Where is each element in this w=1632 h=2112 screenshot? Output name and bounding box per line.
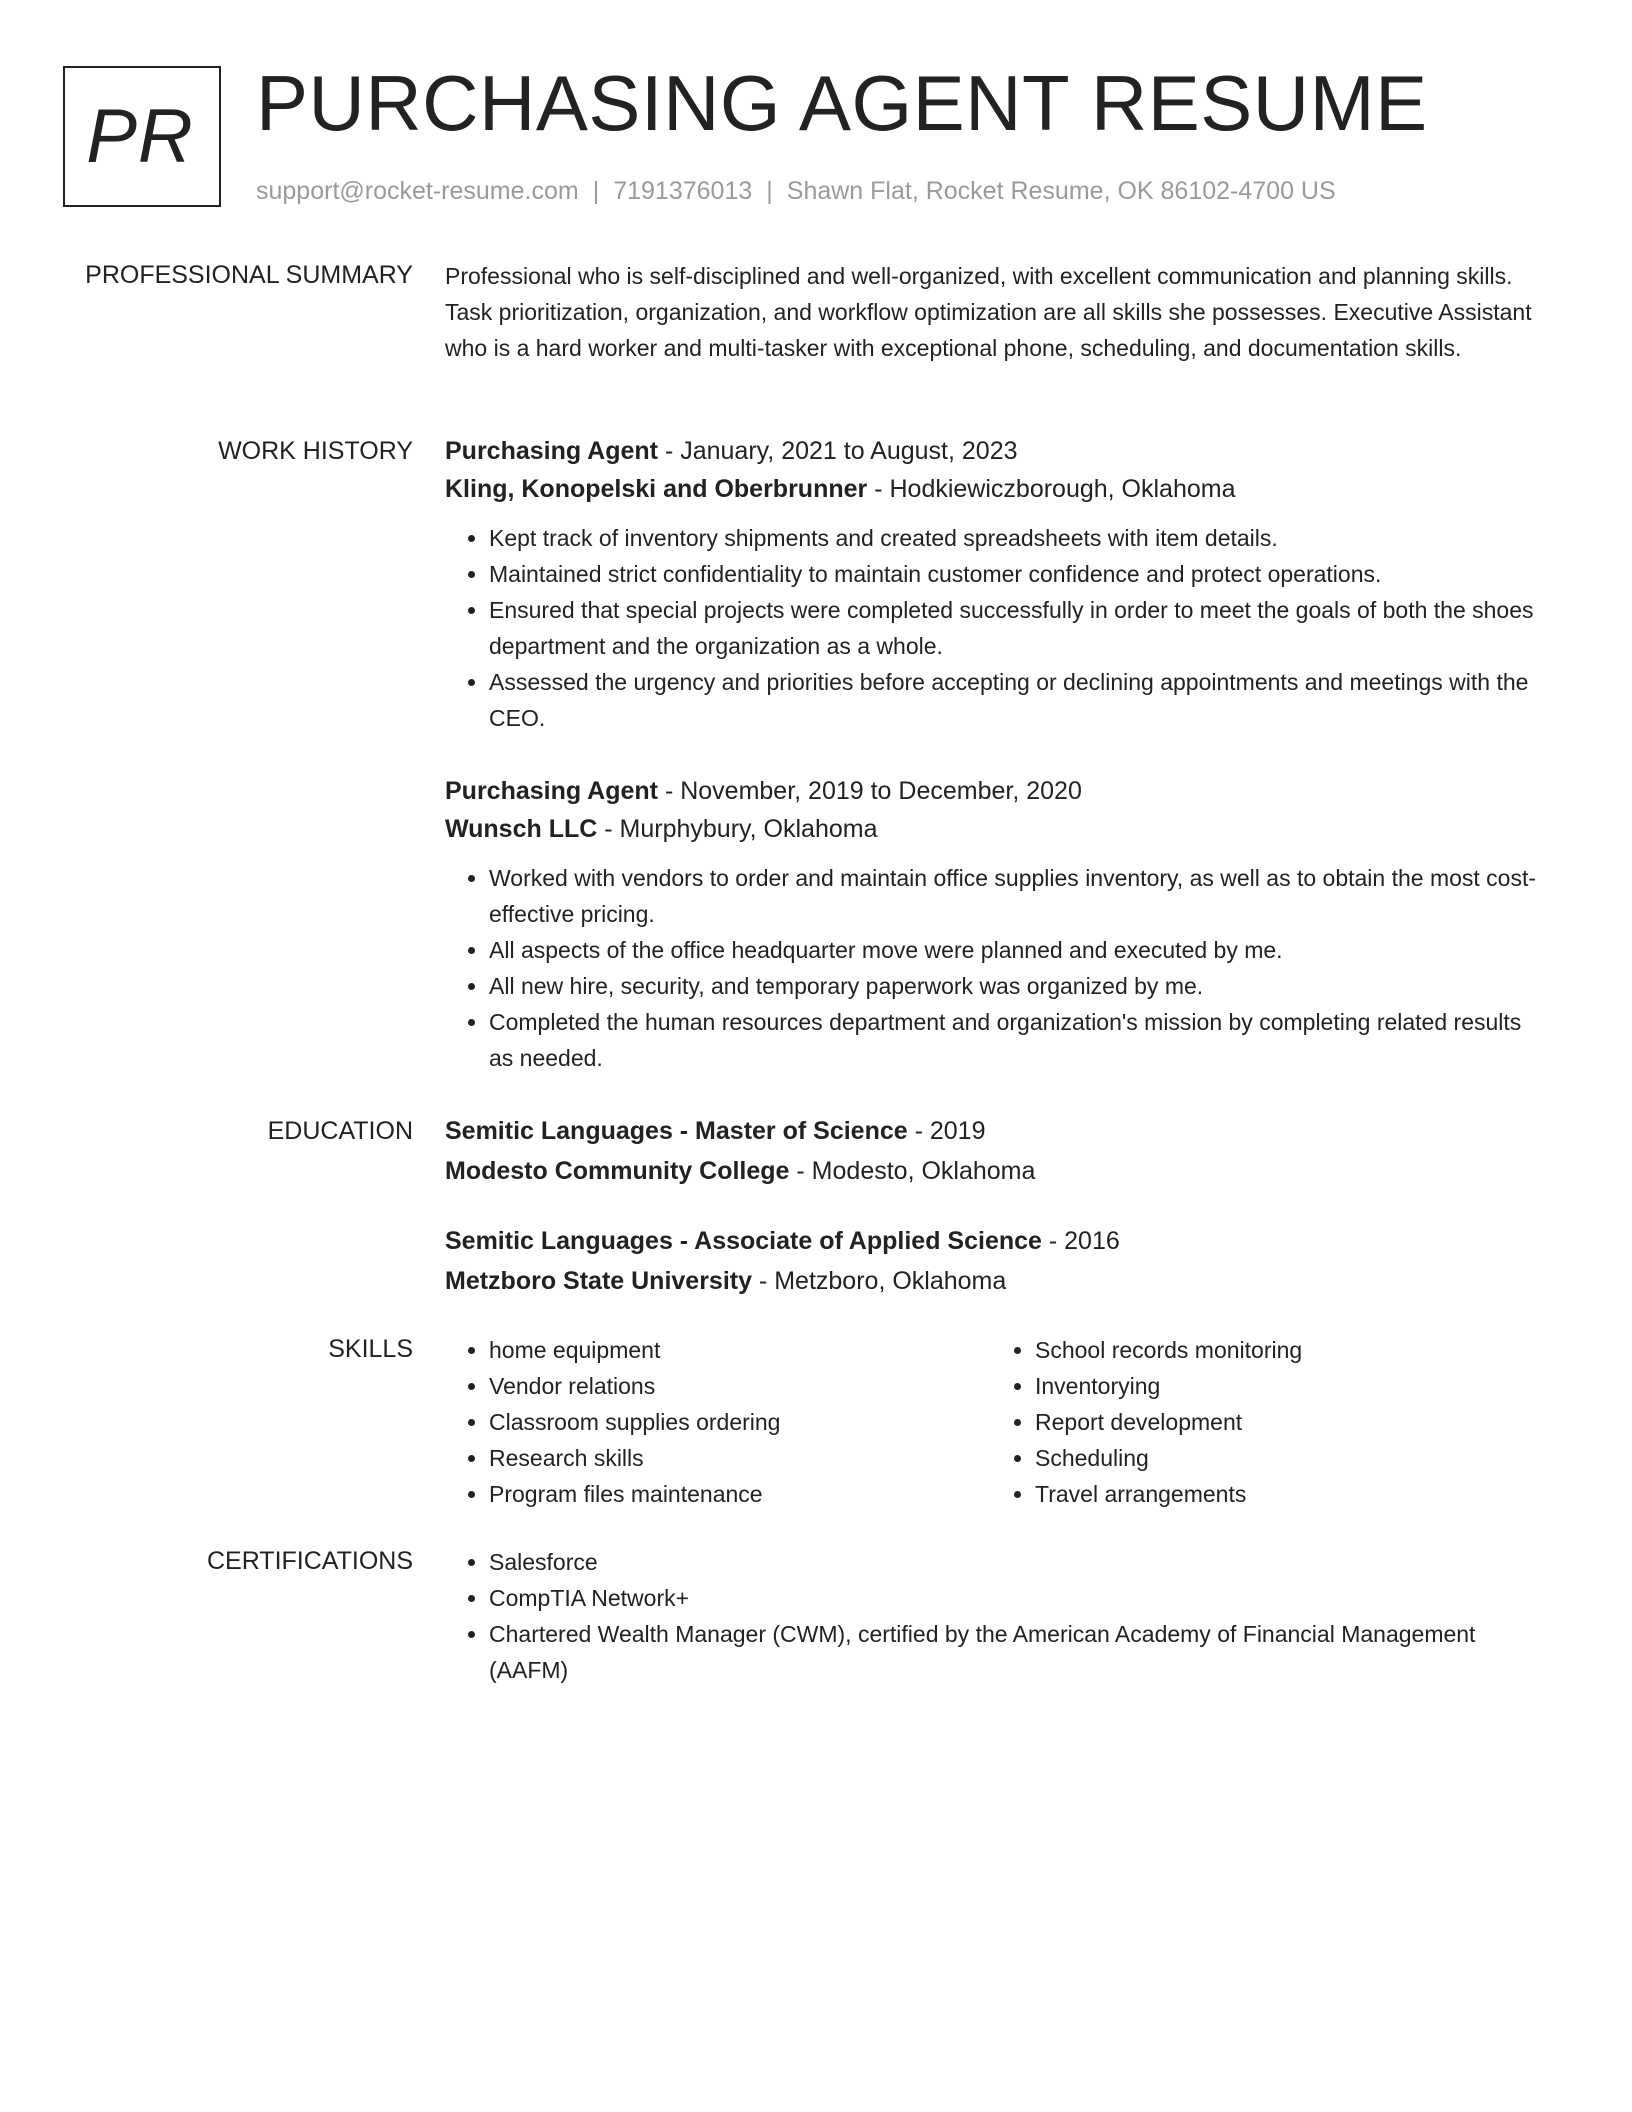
job-location: - Murphybury, Oklahoma xyxy=(597,815,878,843)
certification-item: • Salesforce xyxy=(489,1544,1545,1580)
education-entry xyxy=(445,1112,1545,1190)
monogram-initials: PR xyxy=(86,94,194,179)
skill-item: • home equipment xyxy=(489,1332,991,1368)
contact-separator: | xyxy=(766,177,773,205)
summary-section xyxy=(445,258,1545,366)
job-bullet: • All aspects of the office headquarter move were planned and executed by me. xyxy=(489,932,1545,968)
job-entry xyxy=(445,772,1545,1076)
certifications-section xyxy=(445,1544,1545,1688)
education-year: - 2016 xyxy=(1041,1227,1120,1255)
skill-item: • Report development xyxy=(1035,1404,1493,1440)
skill-item: • Program files maintenance xyxy=(489,1476,991,1512)
contact-email: support@rocket-resume.com xyxy=(256,177,579,205)
skill-item: • Inventorying xyxy=(1035,1368,1493,1404)
job-bullet: • Maintained strict confidentiality to maintain customer confidence and protect operations. xyxy=(489,556,1545,592)
education-location: - Metzboro, Oklahoma xyxy=(752,1267,1007,1295)
job-title: Purchasing Agent xyxy=(445,437,658,465)
skills-columns xyxy=(445,1332,1545,1512)
section-label-summary: PROFESSIONAL SUMMARY xyxy=(85,261,413,289)
skill-item: • Classroom supplies ordering xyxy=(489,1404,991,1440)
monogram-box xyxy=(63,66,221,207)
job-location: - Hodkiewiczborough, Oklahoma xyxy=(867,475,1236,503)
job-bullet: • Kept track of inventory shipments and created spreadsheets with item details. xyxy=(489,520,1545,556)
job-title: Purchasing Agent xyxy=(445,777,658,805)
certification-item: • CompTIA Network+ xyxy=(489,1580,1545,1616)
job-bullet: • Ensured that special projects were completed successfully in order to meet the goals of both the shoes department and the organization as a whole. xyxy=(489,592,1545,664)
education-entry xyxy=(445,1222,1545,1300)
resume-title: PURCHASING AGENT RESUME xyxy=(256,59,1428,147)
contact-separator: | xyxy=(592,177,600,205)
section-label-work: WORK HISTORY xyxy=(218,437,413,465)
education-section xyxy=(445,1112,1545,1190)
education-year: - 2019 xyxy=(907,1117,986,1145)
certifications-list xyxy=(445,1544,1545,1688)
job-company-line xyxy=(445,810,1545,848)
skills-list-right xyxy=(991,1332,1493,1512)
education-section-second xyxy=(445,1222,1545,1300)
job-title-line xyxy=(445,772,1545,810)
skills-section xyxy=(445,1332,1545,1512)
education-school: Modesto Community College xyxy=(445,1157,790,1185)
education-location: - Modesto, Oklahoma xyxy=(789,1157,1036,1185)
contact-line xyxy=(256,175,1336,207)
contact-address: Shawn Flat, Rocket Resume, OK 86102-4700 US xyxy=(786,177,1336,205)
contact-phone: 7191376013 xyxy=(613,177,753,205)
job-company: Kling, Konopelski and Oberbrunner xyxy=(445,475,868,503)
job-title-line xyxy=(445,432,1545,470)
education-degree-line xyxy=(445,1222,1545,1260)
job-bullets xyxy=(445,860,1545,1076)
job-dates: - November, 2019 to December, 2020 xyxy=(658,777,1082,805)
education-school-line xyxy=(445,1262,1545,1300)
job-bullet: • Worked with vendors to order and maintain office supplies inventory, as well as to obtain the most cost-effective pricing. xyxy=(489,860,1545,932)
job-company: Wunsch LLC xyxy=(445,815,598,843)
certification-item: • Chartered Wealth Manager (CWM), certified by the American Academy of Financial Management (AAFM) xyxy=(489,1616,1545,1688)
education-school: Metzboro State University xyxy=(445,1267,753,1295)
job-bullets xyxy=(445,520,1545,736)
skills-list-left xyxy=(445,1332,991,1512)
section-label-education: EDUCATION xyxy=(267,1117,413,1145)
skill-item: • Travel arrangements xyxy=(1035,1476,1493,1512)
work-section-second xyxy=(445,772,1545,1076)
summary-text: Professional who is self-disciplined and well-organized, with excellent communication and planning skills. Task prioritization, organization, and workflow optimization are all skills she possesses. Executive Assistant who is a hard worker and multi-tasker with exceptional phone, scheduling, and documentation skills. xyxy=(445,263,1532,361)
skill-item: • Research skills xyxy=(489,1440,991,1476)
job-entry xyxy=(445,432,1545,736)
job-dates: - January, 2021 to August, 2023 xyxy=(658,437,1018,465)
section-label-skills: SKILLS xyxy=(328,1335,413,1363)
skill-item: • Scheduling xyxy=(1035,1440,1493,1476)
job-bullet: • Completed the human resources department and organization's mission by completing related results as needed. xyxy=(489,1004,1545,1076)
education-degree: Semitic Languages - Master of Science xyxy=(445,1117,908,1145)
education-degree-line xyxy=(445,1112,1545,1150)
skill-item: • Vendor relations xyxy=(489,1368,991,1404)
education-school-line xyxy=(445,1152,1545,1190)
section-label-certifications: CERTIFICATIONS xyxy=(206,1547,413,1575)
education-degree: Semitic Languages - Associate of Applied Science xyxy=(445,1227,1042,1255)
skill-item: • School records monitoring xyxy=(1035,1332,1493,1368)
job-bullet: • All new hire, security, and temporary paperwork was organized by me. xyxy=(489,968,1545,1004)
job-bullet: • Assessed the urgency and priorities before accepting or declining appointments and meetings with the CEO. xyxy=(489,664,1545,736)
job-company-line xyxy=(445,470,1545,508)
work-section xyxy=(445,432,1545,736)
